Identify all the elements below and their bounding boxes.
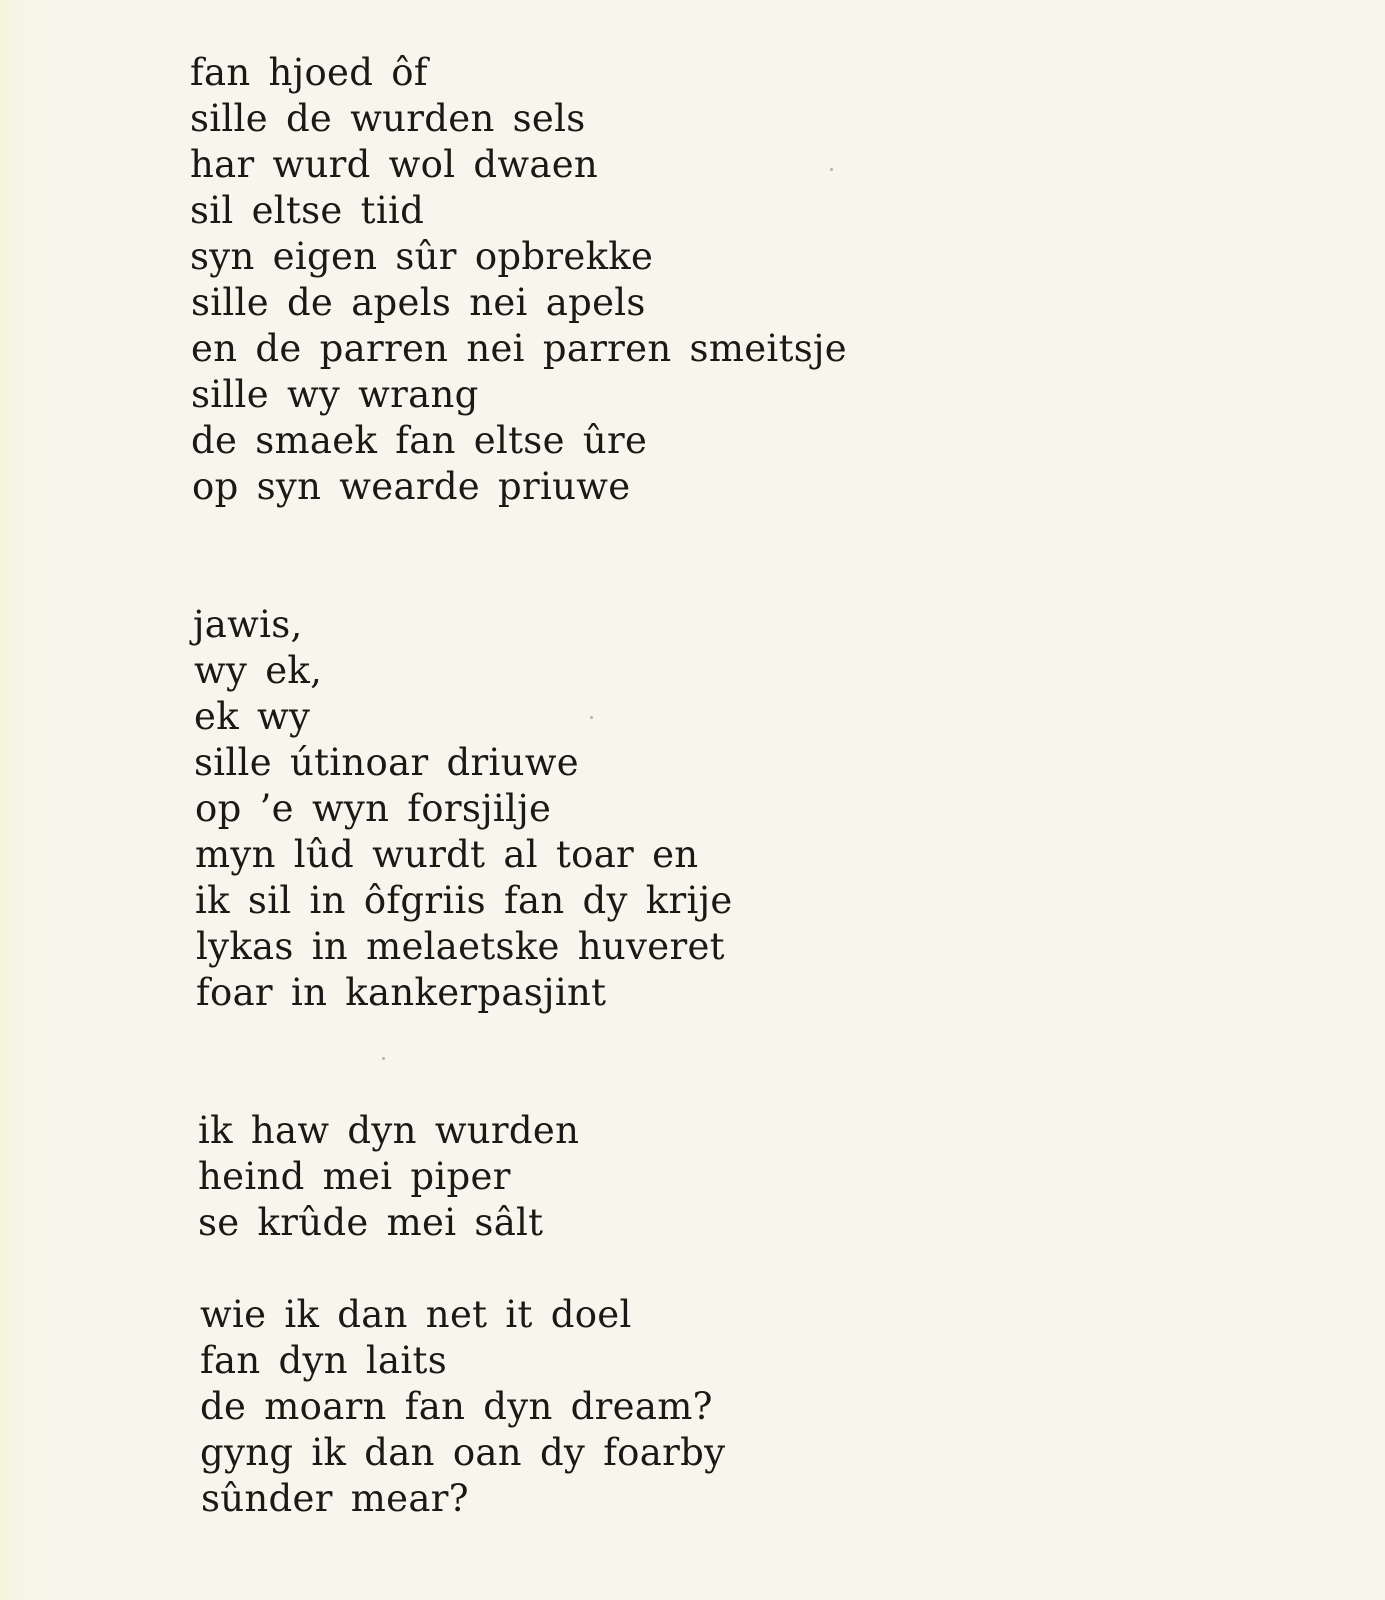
poem-line: sil eltse tiid — [190, 189, 425, 232]
poem-line: op ’e wyn forsjilje — [195, 787, 552, 830]
poem-line: sille útinoar driuwe — [194, 741, 579, 784]
poem-line: syn eigen sûr opbrekke — [190, 235, 654, 278]
poem-line: sille wy wrang — [191, 373, 479, 416]
poem-line: ik haw dyn wurden — [198, 1109, 580, 1152]
poem-line: har wurd wol dwaen — [190, 143, 599, 186]
poem-line: de moarn fan dyn dream? — [200, 1385, 713, 1428]
poem-line: wy ek, — [194, 649, 323, 692]
poem-line: de smaek fan eltse ûre — [191, 419, 648, 462]
poem-line: myn lûd wurdt al toar en — [195, 833, 699, 876]
poem-line: sûnder mear? — [201, 1477, 469, 1520]
poem-line: fan dyn laits — [200, 1339, 448, 1382]
poem-line: heind mei piper — [198, 1155, 511, 1198]
poem-line: sille de apels nei apels — [191, 281, 646, 324]
poem-line: fan hjoed ôf — [190, 51, 428, 94]
paper-speck — [382, 1057, 385, 1060]
poem-line: foar in kankerpasjint — [196, 971, 607, 1014]
poem-line: jawis, — [193, 603, 303, 646]
poem-line: op syn wearde priuwe — [192, 465, 631, 508]
poem-line: lykas in melaetske huveret — [196, 925, 725, 968]
paper-speck — [590, 716, 593, 719]
poem-line: gyng ik dan oan dy foarby — [200, 1431, 726, 1474]
poem-line: ek wy — [194, 695, 311, 738]
poem-line: wie ik dan net it doel — [200, 1293, 632, 1336]
poem-line: sille de wurden sels — [190, 97, 586, 140]
poem-line: en de parren nei parren smeitsje — [191, 327, 847, 370]
poem-line: se krûde mei sâlt — [198, 1201, 544, 1244]
poem-line: ik sil in ôfgriis fan dy krije — [195, 879, 733, 922]
paper-speck — [830, 168, 833, 171]
